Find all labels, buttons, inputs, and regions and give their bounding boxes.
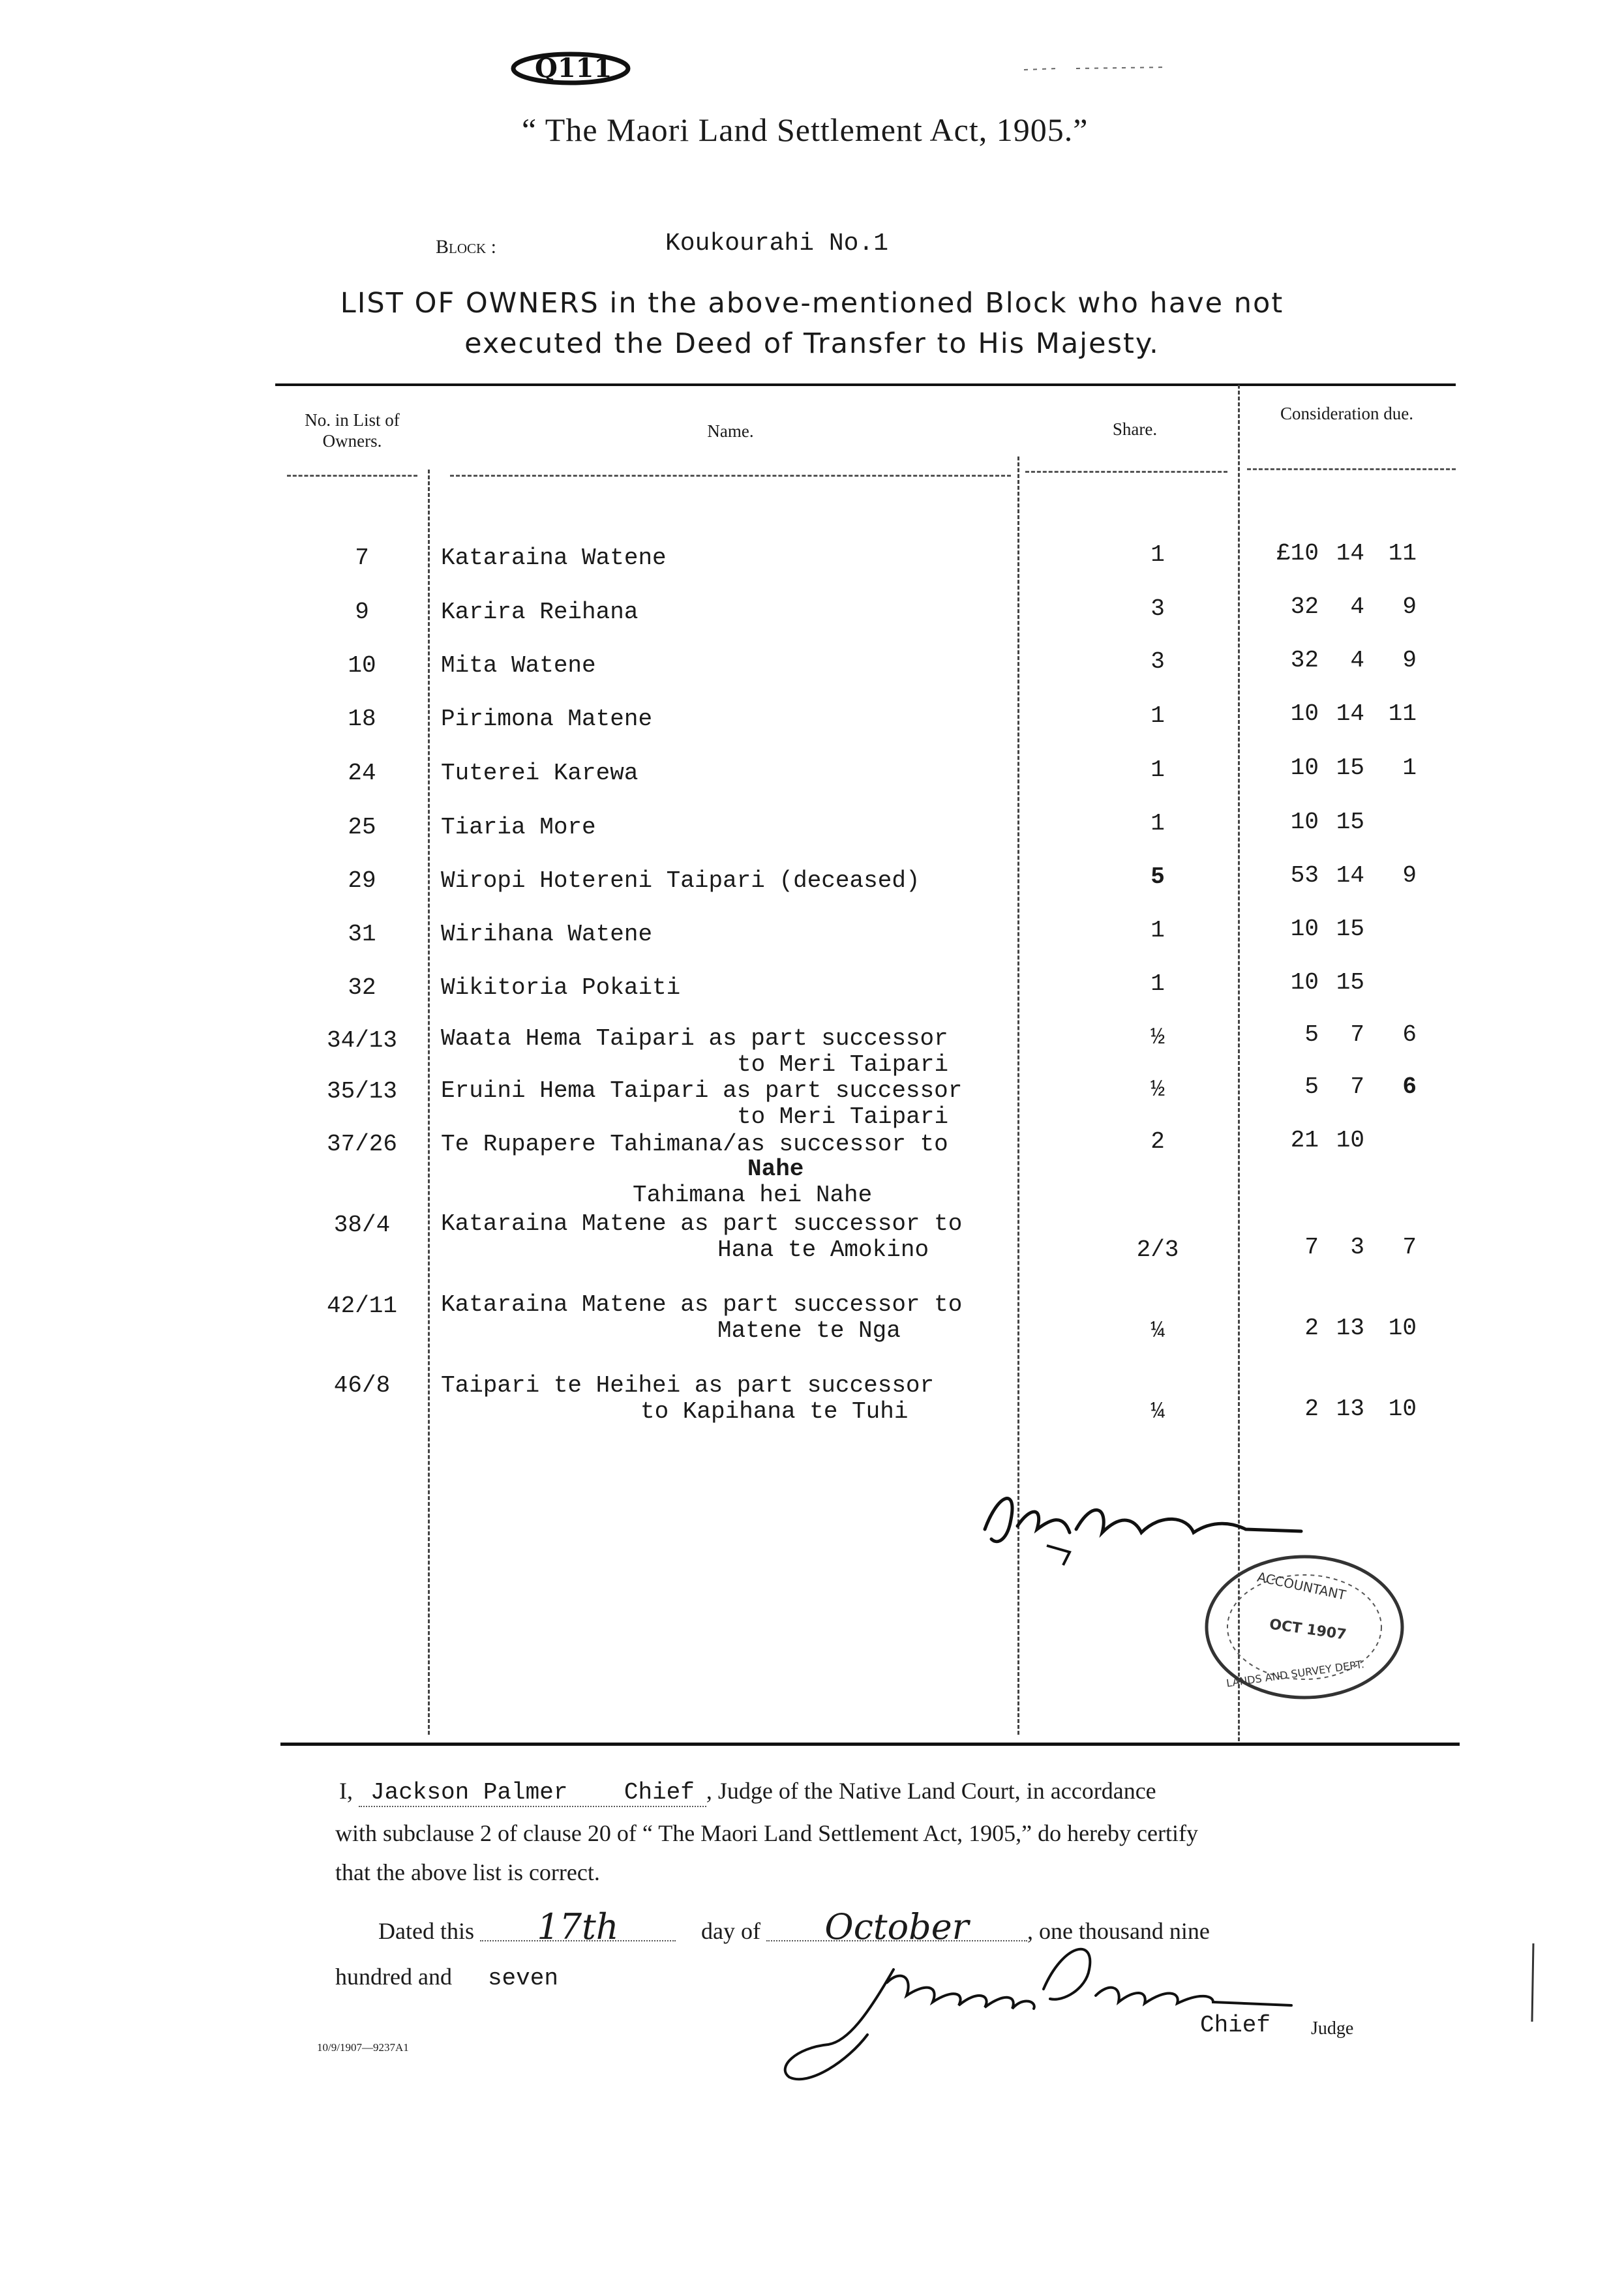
stamp-text: Q111: [535, 53, 612, 83]
owner-name: Waata Hema Taipari as part successor: [441, 1025, 948, 1052]
block-name: Koukourahi No.1: [665, 230, 889, 258]
consideration-due: 10 15: [1290, 809, 1364, 835]
owner-share: 1: [1150, 970, 1165, 997]
owner-share: 2/3: [1136, 1236, 1179, 1263]
owner-share: ½: [1150, 1024, 1165, 1051]
owner-name: Tuterei Karewa: [441, 760, 639, 786]
consideration-due: 5 7 6: [1304, 1073, 1417, 1100]
block-label: Block :: [436, 236, 497, 258]
owner-number: 42/11: [326, 1293, 398, 1319]
owner-share: 3: [1150, 648, 1165, 675]
owner-share: 5: [1150, 863, 1165, 890]
column-header-number: No. in List of Owners.: [305, 410, 400, 451]
stamp-line-3: LANDS AND SURVEY DEPT.: [1226, 1658, 1365, 1690]
consideration-due: 5 7 6: [1304, 1021, 1417, 1048]
header-underline: [450, 475, 1011, 477]
certificate-prefix: I,: [339, 1778, 353, 1804]
owner-share: 1: [1150, 917, 1165, 944]
owner-name: Eruini Hema Taipari as part successor: [441, 1077, 963, 1104]
owner-number: 46/8: [333, 1372, 391, 1399]
certificate-line-2: with subclause 2 of clause 20 of “ The Maori Land Settlement Act, 1905,” do hereby certify: [335, 1820, 1198, 1846]
owner-share: 1: [1150, 702, 1165, 729]
print-code: 10/9/1907—9237A1: [317, 2041, 409, 2054]
header-underline: [287, 475, 417, 477]
one-thousand-nine-label: , one thousand nine: [1027, 1918, 1210, 1944]
owner-number: 9: [355, 599, 369, 625]
table-top-rule: [275, 383, 1456, 386]
owner-number: 34/13: [326, 1027, 398, 1054]
judge-label: Judge: [1311, 2018, 1354, 2039]
certificate-line-1: [339, 1777, 1156, 1806]
heading-line-2: executed the Deed of Transfer to His Majesty.: [464, 327, 1160, 360]
owner-share: 1: [1150, 541, 1165, 568]
hundred-row: [335, 1963, 558, 1992]
margin-mark: [1530, 1943, 1537, 2022]
column-header-share: Share.: [1112, 419, 1158, 439]
owner-name: Wikitoria Pokaiti: [441, 974, 681, 1001]
owner-name-continuation: Nahe: [747, 1156, 804, 1182]
consideration-due: 21 10: [1290, 1127, 1364, 1154]
judge-title: Chief: [1200, 2012, 1271, 2039]
owner-number: 24: [348, 760, 376, 786]
consideration-due: 7 3 7: [1304, 1234, 1417, 1261]
judge-name-field: Jackson Palmer Chief: [359, 1779, 706, 1807]
consideration-due: 2 13 10: [1304, 1315, 1417, 1341]
owner-name: Wiropi Hotereni Taipari (deceased): [441, 867, 920, 894]
official-stamp: [1194, 1546, 1415, 1709]
owner-name: Te Rupapere Tahimana/as successor to: [441, 1131, 948, 1158]
stamp-line-1: ACCOUNTANT: [1256, 1568, 1347, 1604]
stamp-scribble: [509, 46, 672, 91]
column-header-name: Name.: [707, 421, 754, 441]
consideration-due: 10 14 11: [1290, 700, 1417, 727]
owner-number: 32: [348, 974, 376, 1001]
owner-name: Kataraina Matene as part successor to: [441, 1210, 963, 1237]
owner-name: Karira Reihana: [441, 599, 639, 625]
owner-share: 1: [1150, 756, 1165, 783]
owner-name: Taipari te Heihei as part successor: [441, 1372, 935, 1399]
owner-number: 25: [348, 814, 376, 841]
owner-name-continuation: to Meri Taipari: [737, 1051, 949, 1078]
owner-name-continuation: to Kapihana te Tuhi: [640, 1398, 909, 1425]
stamp-line-2: OCT 1907: [1268, 1616, 1347, 1643]
day-field: 17th: [480, 1914, 676, 1941]
owner-name: Wirihana Watene: [441, 921, 653, 948]
column-divider: [428, 470, 430, 1735]
owner-share: 2: [1150, 1128, 1165, 1155]
owner-number: 37/26: [326, 1131, 398, 1158]
owner-share: ¼: [1150, 1398, 1165, 1425]
day-of-label: day of: [700, 1918, 760, 1944]
month-field: October: [766, 1914, 1027, 1941]
corner-scribble: [1017, 55, 1174, 82]
owner-share: ½: [1150, 1076, 1165, 1103]
owner-number: 7: [355, 545, 369, 571]
header-underline: [1247, 468, 1456, 470]
act-title: “ The Maori Land Settlement Act, 1905.”: [522, 112, 1089, 148]
owner-name: Kataraina Watene: [441, 545, 667, 571]
owner-number: 31: [348, 921, 376, 948]
certificate-line-3: that the above list is correct.: [335, 1859, 600, 1885]
consideration-due: 53 14 9: [1290, 862, 1417, 889]
consideration-due: 10 15: [1290, 969, 1364, 996]
hundred-and-label: hundred and: [335, 1964, 452, 1990]
dated-this-label: Dated this: [378, 1918, 474, 1944]
heading-line-1: LIST OF OWNERS in the above-mentioned Block who have not: [340, 287, 1284, 320]
consideration-due: 2 13 10: [1304, 1396, 1417, 1422]
consideration-due: 32 4 9: [1290, 593, 1417, 620]
owner-name-continuation: to Meri Taipari: [737, 1103, 949, 1130]
owner-number: 10: [348, 652, 376, 679]
owner-name-continuation: Matene te Nga: [717, 1317, 901, 1344]
owner-share: 1: [1150, 810, 1165, 837]
certificate-line-1-rest: , Judge of the Native Land Court, in accordance: [706, 1778, 1156, 1804]
owner-name: Tiaria More: [441, 814, 596, 841]
owner-share: ¼: [1150, 1317, 1165, 1344]
table-bottom-rule: [280, 1743, 1460, 1746]
owner-name-continuation: Hana te Amokino: [717, 1236, 929, 1263]
column-header-consideration: Consideration due.: [1280, 404, 1413, 423]
consideration-due: 32 4 9: [1290, 647, 1417, 674]
consideration-due: 10 15: [1290, 916, 1364, 942]
owner-name-continuation: Tahimana hei Nahe: [633, 1182, 873, 1208]
owner-number: 18: [348, 706, 376, 732]
consideration-due: £10 14 11: [1276, 540, 1417, 567]
owner-number: 38/4: [333, 1212, 391, 1238]
year-word: seven: [487, 1965, 558, 1992]
owner-name: Mita Watene: [441, 652, 596, 679]
owner-name: Kataraina Matene as part successor to: [441, 1291, 963, 1318]
owner-number: 35/13: [326, 1078, 398, 1105]
owner-name: Pirimona Matene: [441, 706, 653, 732]
consideration-due: 10 15 1: [1290, 755, 1417, 781]
header-underline: [1025, 471, 1227, 473]
owner-number: 29: [348, 867, 376, 894]
owner-share: 3: [1150, 595, 1165, 622]
